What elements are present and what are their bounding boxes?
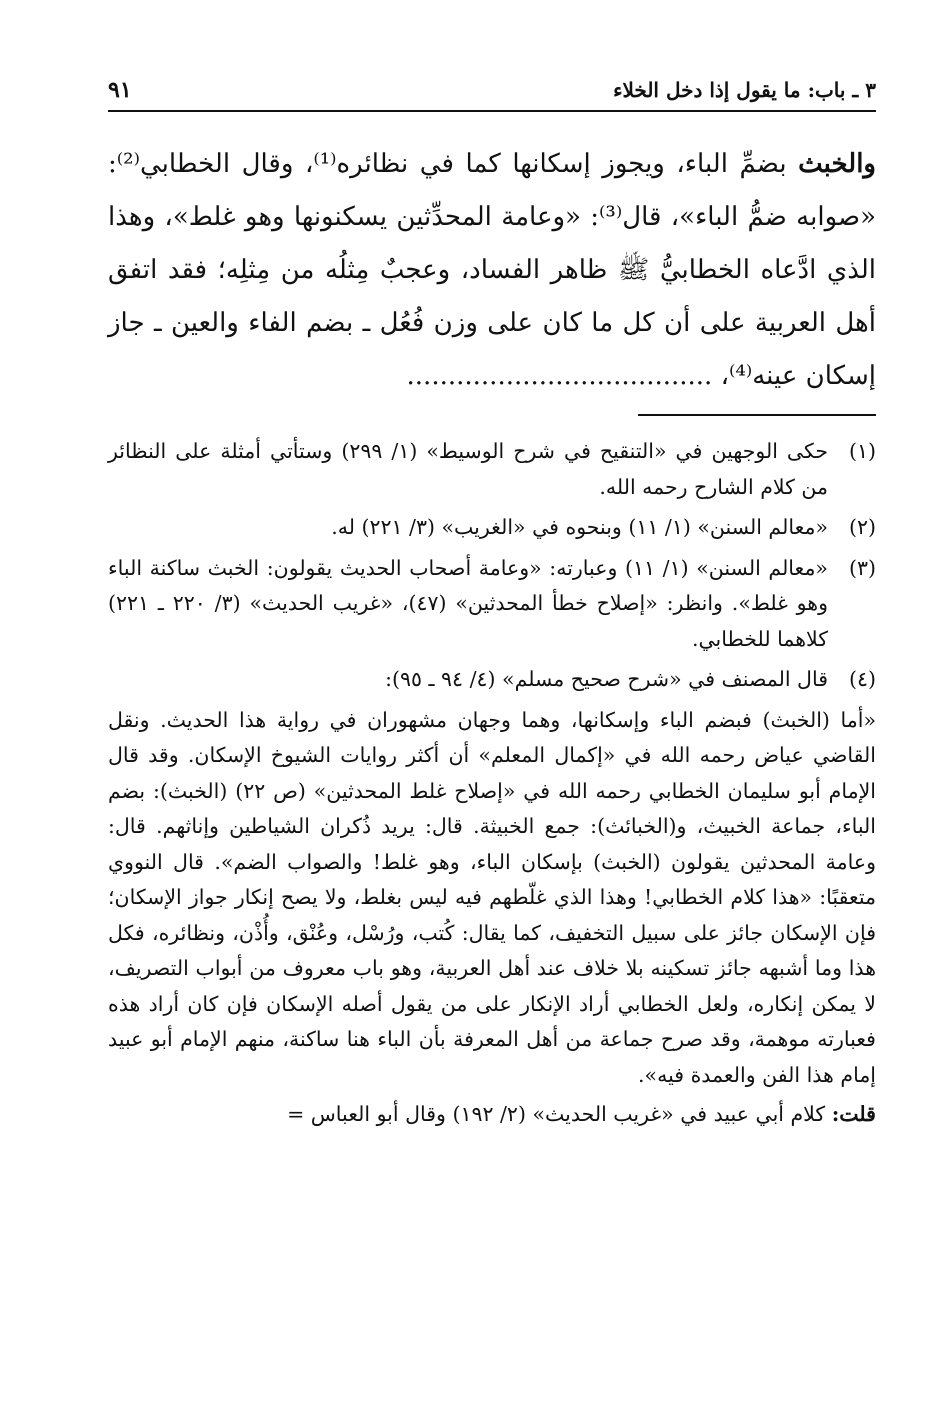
footnote-text: «معالم السنن» (١/ ١١) وعبارته: «وعامة أصحاب الحديث يقولون: الخبث ساكنة الباء وهو غلط». وانظر: «إصلاح خطأ المحدثين» (٤٧)، «غريب الحديث» (٣/ ٢٢٠ ـ ٢٢١) كلاهما للخطابي. xyxy=(108,555,828,651)
main-paragraph xyxy=(108,138,876,403)
footnote-quote: «أما (الخبث) فبضم الباء وإسكانها، وهما وجهان مشهوران في رواية هذا الحديث. ونقل القاضي عياض رحمه الله في «إكمال المعلم» أن أكثر روايات الشيوخ الإسكان. وقد قال الإمام أبو سليمان الخطابي رحمه الله في «إصلاح غلط المحدثين» (ص ٢٢) (الخبث): بضم الباء، جماعة الخبيث، و(الخبائث): جمع الخبيثة. قال: يريد ذُكران الشياطين وإناثهم. قال: وعامة المحدثين يقولون (الخبث) بإسكان الباء، وهو غلط! والصواب الضم». قال النووي متعقبًا: «هذا كلام الخطابي! وهذا الذي غلّطهم فيه ليس بغلط، ولا يصح إنكار جواز الإسكان؛ فإن الإسكان جائز على سبيل التخفيف، كما يقال: كُتب، ورُسْل، وعُنْق، وأُذْن، ونظائره، فكل هذا وما أشبهه جائز تسكينه بلا خلاف عند أهل العربية، وهو باب معروف من أبواب التصريف، لا يمكن إنكاره، ولعل الخطابي أراد الإنكار على من يقول أصله الإسكان فإن كان أراد هذه فعبارته موهمة، وقد صرح جماعة من أهل المعرفة بأن الباء هنا ساكنة، منهم الإمام أبو عبيد إمام هذا الفن والعمدة فيه». xyxy=(108,707,876,1087)
running-head: ٣ ـ باب: ما يقول إذا دخل الخلاء xyxy=(613,78,876,102)
page-number: ٩١ xyxy=(108,77,132,103)
continuation-dots: ..................................... xyxy=(406,361,713,391)
footnote-number: (٢) xyxy=(848,515,876,539)
footnote-text: «معالم السنن» (١/ ١١) وبنحوه في «الغريب» (٣/ ٢٢١) له. xyxy=(331,515,828,539)
qalat-label: قلت: xyxy=(831,1102,876,1126)
footnote-number: (٤) xyxy=(848,667,876,691)
footnote-1 xyxy=(108,434,876,505)
footnote-4 xyxy=(108,662,876,698)
qalat-text: كلام أبي عبيد في «غريب الحديث» (٢/ ١٩٢) وقال أبو العباس = xyxy=(287,1102,832,1126)
footnote-number: (٣) xyxy=(848,555,876,580)
footnote-text: قال المصنف في «شرح صحيح مسلم» (٤/ ٩٤ ـ ٩٥): xyxy=(385,667,828,691)
lead-word: والخبث xyxy=(798,149,876,179)
main-paragraph-text: بضمِّ الباء، ويجوز إسكانها كما في نظائره⁽¹⁾، وقال الخطابي⁽²⁾: «صوابه ضمُّ الباء»، قال⁽³⁾: «وعامة المحدِّثين يسكنونها وهو غلط»، وهذا الذي ادَّعاه الخطابيُّ ﷺ ظاهر الفساد، وعجبٌ مِثلُه من مِثلِه؛ فقد اتفق أهل العربية على أن كل ما كان على وزن فُعُل ـ بضم الفاء والعين ـ جاز إسكان عينه⁽⁴⁾، xyxy=(108,149,876,391)
footnote-separator xyxy=(638,414,876,416)
footnotes xyxy=(108,434,876,1133)
footnote-number: (١) xyxy=(848,439,876,463)
footnote-text: حكى الوجهين في «التنقيح في شرح الوسيط» (١/ ٢٩٩) وستأتي أمثلة على النظائر من كلام الشارح رحمه الله. xyxy=(108,439,828,499)
qalat-note xyxy=(108,1097,876,1133)
footnote-3 xyxy=(108,551,876,658)
main-text xyxy=(108,138,876,403)
page-header xyxy=(108,68,876,112)
footnote-2 xyxy=(108,510,876,546)
